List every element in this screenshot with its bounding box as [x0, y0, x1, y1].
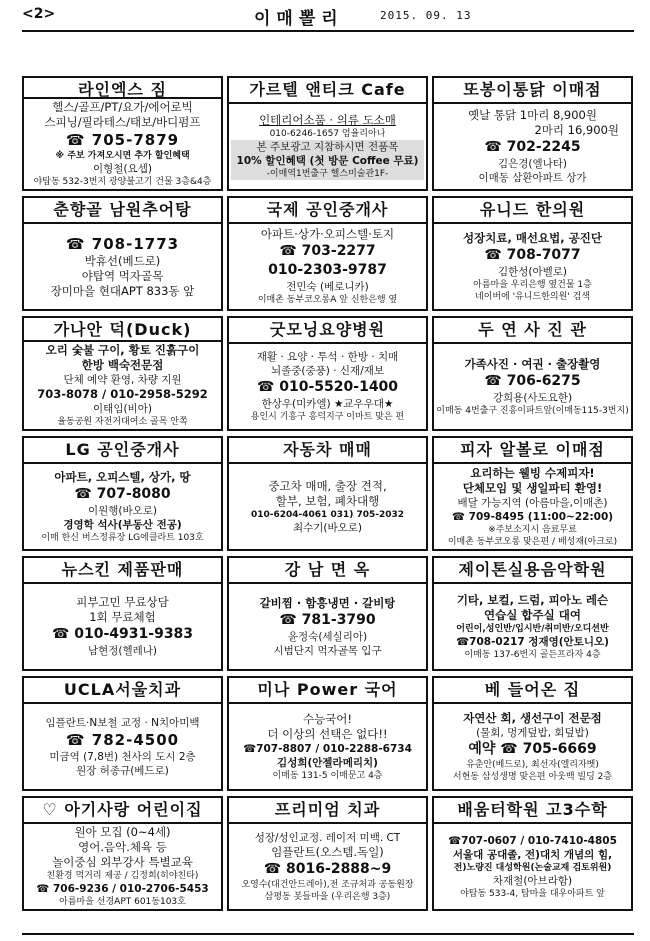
- ad-line: ※주보소지시 음료무료: [488, 524, 577, 535]
- ad-line: ☎ 010-4931-9383: [51, 626, 194, 642]
- ad-title: 피자 알볼로 이매점: [434, 438, 631, 464]
- ad-line: ☎ 781-3790: [279, 611, 376, 628]
- ad-line: ☎ 708-1773: [65, 235, 180, 253]
- ad-title: 가나안 덕(Duck): [24, 318, 221, 342]
- ad-box: [227, 196, 428, 311]
- footer-rule: [22, 933, 634, 935]
- ad-body: [24, 224, 221, 309]
- ad-line: ☎ 707-8080: [74, 485, 171, 502]
- header-rule: [22, 30, 634, 32]
- ad-line: 자연산 회, 생선구이 전문점: [463, 710, 602, 725]
- ad-box: [432, 316, 633, 431]
- ad-line: 강희용(사도요한): [492, 391, 573, 404]
- ad-line: 인테리어소품 · 의류 도소매: [259, 113, 396, 127]
- ad-line: 할부, 보험, 폐차대행: [275, 493, 380, 508]
- ad-body: [229, 224, 426, 309]
- ad-line: 장미마을 현대APT 833동 앞: [50, 284, 195, 298]
- ad-box: [227, 436, 428, 551]
- ad-line: 헬스/골프/PT/요가/에어로빅: [52, 100, 193, 114]
- ad-line: 피부고민 무료상담: [76, 595, 169, 609]
- ad-line: ※ 주보 가져오시면 추가 할인혜택: [55, 151, 190, 161]
- newsletter-title: 이매뽈리: [254, 9, 344, 29]
- ad-line: 아파트, 오피스텔, 상가, 땅: [54, 469, 191, 484]
- ad-line: 어린이,성인반/입시반/취미반/오디션반: [456, 623, 609, 634]
- ad-box: [22, 796, 223, 911]
- ad-line: 원아 모집 (0~4세): [74, 825, 171, 839]
- ad-body: [24, 99, 221, 189]
- ad-line: 오리 숯불 구이, 황토 진흙구이: [45, 343, 200, 357]
- ad-title: LG 공인중개사: [24, 438, 221, 464]
- ad-title: 굿모닝요양병원: [229, 318, 426, 344]
- ad-line: 친환경 먹거리 제공 / 김정희(히야친타): [46, 871, 199, 881]
- ad-line: 이원행(바오로): [87, 504, 158, 517]
- page-number: <2>: [22, 6, 56, 22]
- ad-line: 아름마을 우리은행 옆건물 1층: [473, 279, 592, 290]
- ad-line: 10% 할인혜택 (첫 방문 Coffee 무료): [231, 154, 424, 168]
- ad-line: 유춘안(베드로), 최선자(엘리자벳): [466, 759, 599, 770]
- ad-line: ☎ 782-4500: [65, 730, 180, 749]
- ad-line: 율동공원 자전거대여소 골목 안쪽: [57, 417, 188, 427]
- ad-line: -이매역1번출구 헬스미술관1F-: [231, 168, 424, 180]
- ad-line: 이형철(요셉): [93, 163, 152, 175]
- ad-line: 더 이상의 선택은 없다!!: [267, 726, 388, 741]
- ad-line: ☎ 702-2245: [484, 139, 581, 155]
- ad-body: [229, 704, 426, 789]
- ad-body: [434, 344, 631, 429]
- ad-line: 원장 허종규(베드로): [76, 764, 169, 777]
- ad-title: 강 남 면 옥: [229, 558, 426, 584]
- ad-line: 이매동 4번출구 진흥이파트앞(이매동115-3번지): [436, 405, 629, 416]
- ad-title: 베 들어온 집: [434, 678, 631, 704]
- ad-line: 윤정숙(세실리아): [287, 630, 368, 643]
- ad-title: 프리미엄 치과: [229, 798, 426, 824]
- ad-box: [432, 796, 633, 911]
- ad-line: 재활 · 요양 · 투석 · 한방 · 치매: [256, 351, 399, 363]
- ad-line: 한상우(미카엘) ★교우우대★: [261, 398, 394, 410]
- ad-line: 배달 가능지역 (아름마을,이매촌): [457, 496, 608, 509]
- ad-line: 놀이중심 외부강사 특별교육: [52, 855, 193, 869]
- ad-line: 이매동 131-5 이매문고 4층: [272, 770, 383, 781]
- ad-box: [22, 436, 223, 551]
- ad-line: ☎708-0217 정재영(안토니오): [456, 635, 609, 648]
- ad-line: 시범단지 먹자골목 입구: [273, 644, 382, 657]
- ad-line: 성장/성인교정. 레이저 미백. CT: [254, 831, 401, 844]
- ad-box: [22, 196, 223, 311]
- ad-body: [229, 824, 426, 909]
- ad-box: [227, 556, 428, 671]
- ad-line: 미금역 (7,8번) 천사의 도시 2층: [49, 750, 196, 763]
- page-header: [22, 6, 634, 29]
- ad-box: [227, 796, 428, 911]
- ad-title: 뉴스킨 제품판매: [24, 558, 221, 584]
- ad-line: ☎ 8016-2888~9: [263, 860, 392, 877]
- ad-line: 아파트·상가·오피스텔·토지: [260, 227, 395, 241]
- ad-body: [434, 464, 631, 549]
- ad-line: 본 주보광고 지참하시면 전품목: [231, 140, 424, 154]
- ad-body: [434, 224, 631, 309]
- ad-line: ☎707-8807 / 010-2288-6734: [243, 742, 412, 755]
- ad-line: 703-8078 / 010-2958-5292: [37, 387, 208, 401]
- ad-line: 연습실 합주실 대여: [484, 607, 581, 622]
- ad-line: 성장치료, 매선요법, 공진단: [463, 230, 602, 245]
- ad-line: 이매촌 동부코오롱 맞은편 / 배성재(아크로): [447, 536, 618, 547]
- ad-line: 서울대 공대졸, 전)대치 개념의 힘,: [452, 848, 613, 861]
- ad-body: [434, 824, 631, 909]
- ad-line: 한방 백숙전문점: [81, 358, 164, 372]
- ad-line: ☎707-0607 / 010-7410-4805: [448, 834, 617, 847]
- ad-line: 1회 무료체험: [89, 610, 156, 624]
- ad-line: ☎ 706-9236 / 010-2706-5453: [36, 883, 209, 895]
- ad-body: [24, 464, 221, 549]
- ad-line: 차재철(아브라함): [492, 874, 573, 887]
- ad-body: [229, 104, 426, 189]
- ad-line: 용인시 기흥구 흥덕지구 이마트 맞은 편: [250, 412, 405, 422]
- ad-line: 갈비찜 · 함흥냉면 · 갈비탕: [259, 595, 396, 610]
- ad-line: 중고차 매매, 출장 견적,: [268, 478, 387, 493]
- ad-body: [24, 704, 221, 789]
- ad-grid: [22, 76, 634, 921]
- ad-line: 임플란트(오스템.독일): [271, 844, 384, 859]
- ad-line: 야탑동 533-4, 탑마을 대우아파트 앞: [460, 888, 605, 899]
- ad-line: 이태임(비아): [93, 403, 152, 415]
- ad-body: [434, 704, 631, 789]
- ad-title: 두 연 사 진 관: [434, 318, 631, 344]
- ad-box: [22, 556, 223, 671]
- ad-line: ☎ 703-2277: [279, 243, 376, 259]
- ad-line: 010-6204-4061 031) 705-2032: [250, 509, 405, 520]
- ad-line: 가족사진 · 여권 · 출장촬영: [464, 356, 601, 371]
- ad-body: [24, 584, 221, 669]
- ad-line: 최수기(바오로): [292, 521, 363, 534]
- ad-line: 단체 예약 환영, 차량 지원: [63, 374, 182, 386]
- ad-line: 김은경(엘나타): [497, 158, 568, 170]
- ad-box: [227, 76, 428, 191]
- ad-body: [24, 824, 221, 909]
- ad-line: 김한성(아벨로): [497, 265, 568, 278]
- ad-line: 임플란트·N보철 교정 · N치아미백: [45, 716, 200, 729]
- ad-line: 박휴선(베드로): [84, 254, 161, 268]
- ad-title: 국제 공인중개사: [229, 198, 426, 224]
- issue-date: 2015. 09. 13: [380, 9, 472, 22]
- ad-line: 이매촌 동부코오롱A 앞 신한은행 옆: [257, 295, 398, 305]
- ad-line: 오영수(대건안드레아),전 조규처과 공동원장: [241, 879, 414, 890]
- ad-line: ☎ 708-7077: [484, 246, 581, 263]
- ad-line: 단체모임 및 생일파티 환영!: [462, 480, 603, 495]
- ad-line: 영어.음악.체육 등: [78, 840, 167, 854]
- ad-line: 김성희(안젤라메리치): [277, 756, 378, 769]
- ad-title: 제이톤실용음악학원: [434, 558, 631, 584]
- ad-box: [227, 676, 428, 791]
- ad-line: 야탑동 532-3번지 광양불고기 건물 3층&4층: [33, 177, 212, 187]
- ad-line: ☎ 010-5520-1400: [256, 379, 399, 395]
- ad-line: 이매동 삼환아파트 상가: [478, 172, 587, 184]
- ad-title: 배움터학원 고3수학: [434, 798, 631, 824]
- ad-box: [22, 316, 223, 431]
- ad-line: 옛날 통닭 1마리 8,900원: [468, 108, 597, 122]
- ad-line: 네이버에 '유니드한의원' 검색: [475, 291, 590, 302]
- ad-box: [432, 556, 633, 671]
- ad-body: [229, 464, 426, 549]
- ad-body: [434, 584, 631, 669]
- ad-title: 미나 Power 국어: [229, 678, 426, 704]
- ad-line: ☎ 705-7879: [65, 131, 180, 149]
- ad-line: 수능국어!: [302, 711, 353, 726]
- ad-title: 춘향골 남원추어탕: [24, 198, 221, 224]
- ad-line: 경영학 석사(부동산 전공): [63, 518, 182, 531]
- ad-box: [227, 316, 428, 431]
- ad-line: 전민숙 (베로니카): [286, 281, 369, 293]
- ad-body: [229, 344, 426, 429]
- ad-title: 또봉이통닭 이매점: [434, 78, 631, 104]
- ad-title: 유니드 한의원: [434, 198, 631, 224]
- ad-line: ☎ 709-8495 (11:00~22:00): [451, 510, 614, 523]
- ad-title: UCLA서울치과: [24, 678, 221, 704]
- ad-line: ☎ 706-6275: [484, 372, 581, 389]
- ad-box: [22, 676, 223, 791]
- ad-title: 라인엑스 짐: [24, 78, 221, 99]
- ad-body: [434, 104, 631, 189]
- ad-line: 뇌졸중(중풍) · 신재/재보: [270, 365, 385, 377]
- ad-box: [432, 76, 633, 191]
- ad-title: 자동차 매매: [229, 438, 426, 464]
- ad-line: 예약 ☎ 705-6669: [468, 740, 597, 757]
- ad-line: 야탑역 먹자골목: [81, 269, 164, 283]
- ad-box: [432, 436, 633, 551]
- ad-body: [229, 584, 426, 669]
- ad-body: [24, 342, 221, 429]
- ad-line: 010-2303-9787: [268, 262, 387, 278]
- ad-line: 이매 한신 버스정류장 LG에클라트 103호: [41, 532, 204, 543]
- ad-line: 삼평동 봇들마을 (우리은행 3층): [264, 891, 391, 902]
- ad-line: 전)노량진 대성학원(논술교재 검토위원): [453, 862, 612, 873]
- ad-title: ♡ 아기사랑 어린이집: [24, 798, 221, 824]
- ad-title: 가르텔 앤티크 Cafe: [229, 78, 426, 104]
- ad-line: 아름마을 선경APT 601동103호: [59, 897, 186, 907]
- ad-line: 남현정(헬레나): [87, 645, 158, 657]
- ad-line: 스피닝/필라테스/태보/바디펌프: [44, 115, 201, 129]
- ad-line: 서현동 삼성생명 맞은편 아웃백 빌딩 2층: [452, 771, 613, 782]
- ad-line: 2마리 16,900원: [534, 123, 619, 137]
- ad-line: 요리하는 웰빙 수제피자!: [470, 465, 595, 480]
- ad-line: (물회, 멍게덮밥, 회덮밥): [476, 726, 589, 739]
- ad-line: 기타, 보컬, 드럼, 피아노 레슨: [456, 592, 609, 607]
- ad-line: 010-6246-1657 엄율리아나: [269, 129, 386, 139]
- ad-box: [432, 676, 633, 791]
- ad-box: [432, 196, 633, 311]
- ad-box: [22, 76, 223, 191]
- ad-line: 이매동 137-6번지 골든프라자 4층: [464, 649, 601, 660]
